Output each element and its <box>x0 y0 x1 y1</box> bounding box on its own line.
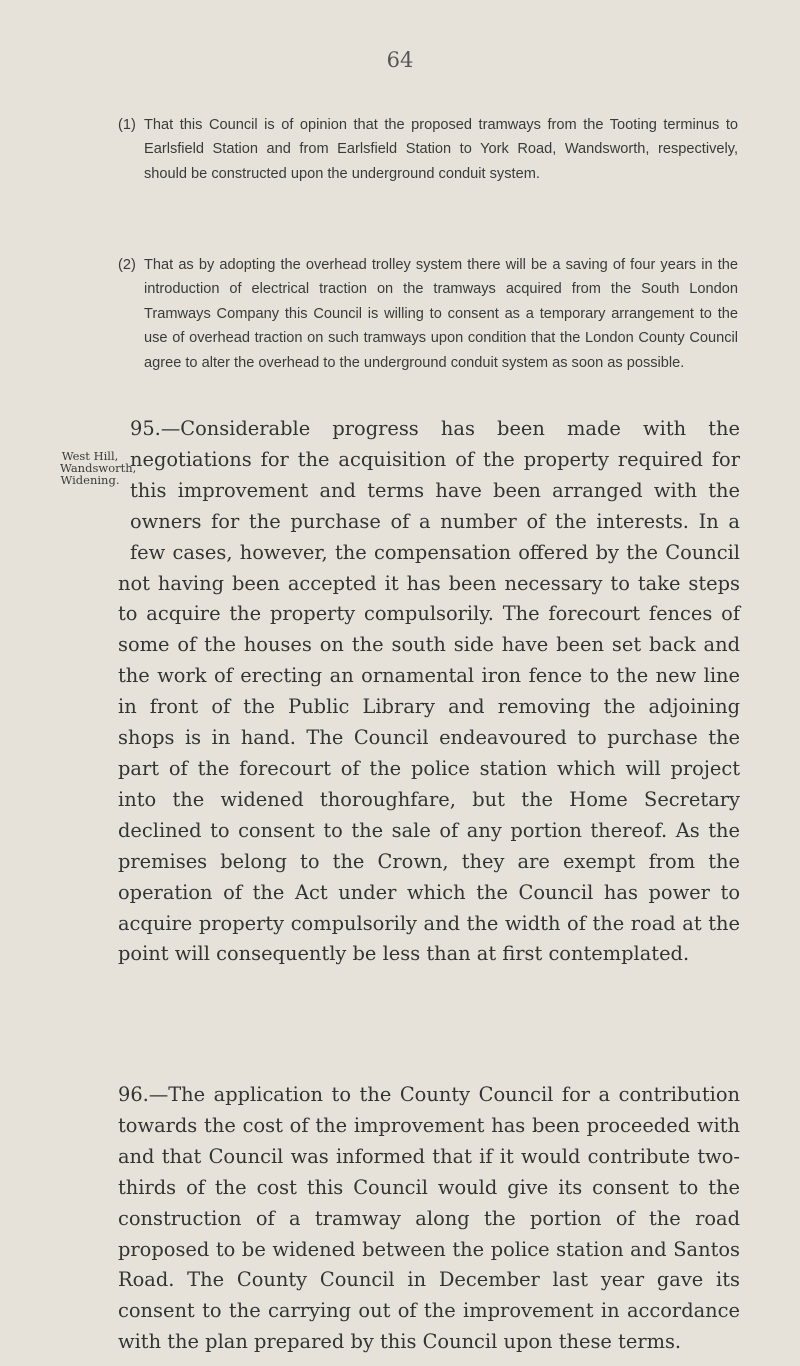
resolution-number: (1) <box>118 117 136 133</box>
paragraph-text: 96.—The application to the County Council for a contribution towards the cost of the improvement has been proceeded with and that Council was informed that if it would contribute two-thirds of the cost this Council would give its consent to the construction of a tramway along the portion of the road proposed to be widened between the police station and Santos Road. The County Council in December last year gave its consent to the carrying out of the improvement in accordance with the plan prepared by this Council upon these terms. <box>118 1083 740 1354</box>
resolution-number: (2) <box>118 257 136 273</box>
resolution-2 <box>118 253 738 375</box>
margin-note-line: Widening. <box>60 473 120 487</box>
paragraph-text: 95.—Considerable progress has been made with the negotiations for the acquisition of the property required for this improvement and terms have been arranged with the owners for the purchase of a number of the interests. In a few cases, however, the compensation offered by the Council not having been accepted it has been necessary to take steps to acquire the property compulsorily. The forecourt fences of some of the houses on the south side have been set back and the work of erecting an ornamental iron fence to the new line in front of the Public Library and removing the adjoining shops is in hand. The Council endeavoured to purchase the part of the forecourt of the police station which will project into the widened thoroughfare, but the Home Secretary declined to consent to the sale of any portion thereof. As the premises belong to the Crown, they are exempt from the operation of the Act under which the Council has power to acquire property compulsorily and the width of the road at the point will consequently be less than at first contemplated. <box>118 417 740 966</box>
paragraph-95 <box>60 414 740 970</box>
paragraph-96 <box>118 1080 740 1358</box>
resolution-text: That this Council is of opinion that the proposed tramways from the Tooting terminus to Earlsfield Station and from Earlsfield Station to York Road, Wandsworth, respectively, should be constructed upon the underground conduit system. <box>144 117 738 182</box>
resolution-text: That as by adopting the overhead trolley system there will be a saving of four years in the introduction of electrical traction on the tramways acquired from the South London Tramways Company this Council is willing to consent as a temporary arrangement to the use of overhead traction on such tramways upon condition that the London County Council agree to alter the overhead to the underground conduit system as soon as possible. <box>144 257 738 371</box>
page-number: 64 <box>386 48 414 72</box>
margin-note-line: West Hill, <box>61 449 119 463</box>
margin-note-line: Wandsworth, <box>60 461 137 475</box>
margin-note <box>60 414 137 540</box>
resolution-1 <box>118 113 738 186</box>
